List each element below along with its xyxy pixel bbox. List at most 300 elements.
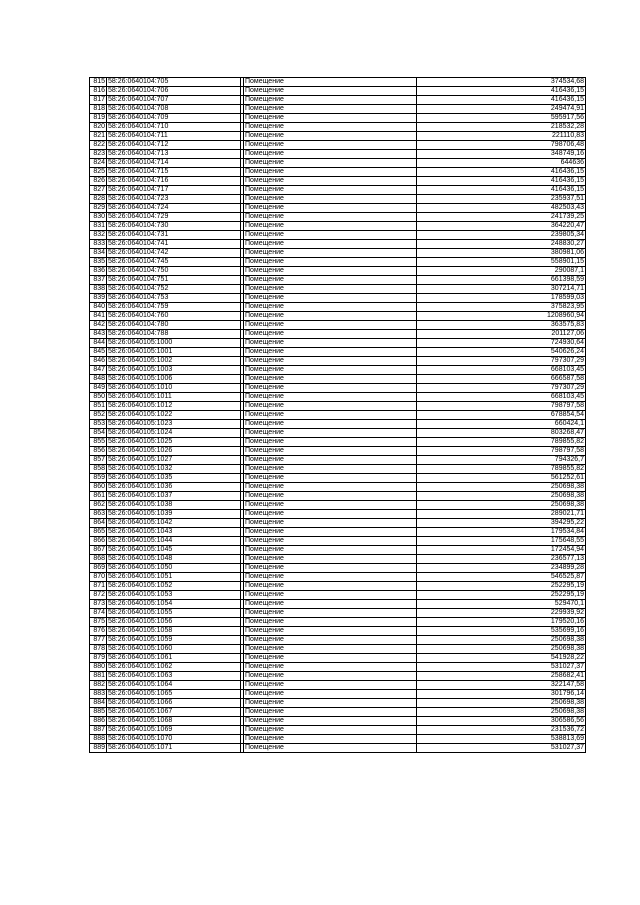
row-number: 861 — [90, 492, 107, 501]
cadastral-number: 58:26:0640104:712 — [107, 141, 241, 150]
row-number: 865 — [90, 528, 107, 537]
cadastral-value: 416436,15 — [417, 87, 586, 96]
cadastral-number: 58:26:0640104:716 — [107, 177, 241, 186]
cadastral-value: 529470,1 — [417, 600, 586, 609]
cadastral-value: 678854,54 — [417, 411, 586, 420]
row-number: 871 — [90, 582, 107, 591]
cadastral-number: 58:26:0640105:1002 — [107, 357, 241, 366]
cadastral-value: 660424,1 — [417, 420, 586, 429]
cadastral-number: 58:26:0640104:741 — [107, 240, 241, 249]
cadastral-value: 1208960,94 — [417, 312, 586, 321]
table-row — [90, 654, 586, 663]
row-number: 880 — [90, 663, 107, 672]
object-type: Помещение — [244, 312, 417, 321]
cadastral-value: 348749,16 — [417, 150, 586, 159]
row-number: 831 — [90, 222, 107, 231]
table-row — [90, 168, 586, 177]
object-type: Помещение — [244, 411, 417, 420]
object-type: Помещение — [244, 168, 417, 177]
cadastral-value: 540626,24 — [417, 348, 586, 357]
object-type: Помещение — [244, 159, 417, 168]
table-row — [90, 186, 586, 195]
row-number: 815 — [90, 78, 107, 87]
table-row — [90, 339, 586, 348]
cadastral-number: 58:26:0640104:715 — [107, 168, 241, 177]
cadastral-number: 58:26:0640104:717 — [107, 186, 241, 195]
cadastral-value: 306586,56 — [417, 717, 586, 726]
cadastral-value: 394295,22 — [417, 519, 586, 528]
object-type: Помещение — [244, 186, 417, 195]
cadastral-value: 538813,69 — [417, 735, 586, 744]
object-type: Помещение — [244, 429, 417, 438]
table-row — [90, 564, 586, 573]
object-type: Помещение — [244, 528, 417, 537]
cadastral-number: 58:26:0640105:1055 — [107, 609, 241, 618]
cadastral-number: 58:26:0640104:707 — [107, 96, 241, 105]
row-number: 853 — [90, 420, 107, 429]
row-number: 851 — [90, 402, 107, 411]
cadastral-number: 58:26:0640105:1051 — [107, 573, 241, 582]
cadastral-table — [89, 77, 586, 753]
row-number: 872 — [90, 591, 107, 600]
cadastral-number: 58:26:0640105:1064 — [107, 681, 241, 690]
table-row — [90, 330, 586, 339]
row-number: 856 — [90, 447, 107, 456]
row-number: 888 — [90, 735, 107, 744]
cadastral-value: 798797,58 — [417, 447, 586, 456]
object-type: Помещение — [244, 690, 417, 699]
row-number: 826 — [90, 177, 107, 186]
object-type: Помещение — [244, 141, 417, 150]
row-number: 845 — [90, 348, 107, 357]
cadastral-value: 375823,95 — [417, 303, 586, 312]
cadastral-value: 235937,51 — [417, 195, 586, 204]
cadastral-number: 58:26:0640105:1056 — [107, 618, 241, 627]
cadastral-value: 380981,06 — [417, 249, 586, 258]
cadastral-value: 531027,37 — [417, 744, 586, 753]
object-type: Помещение — [244, 132, 417, 141]
row-number: 823 — [90, 150, 107, 159]
table-row — [90, 519, 586, 528]
cadastral-number: 58:26:0640105:1032 — [107, 465, 241, 474]
cadastral-value: 535699,16 — [417, 627, 586, 636]
cadastral-value: 175648,55 — [417, 537, 586, 546]
object-type: Помещение — [244, 717, 417, 726]
table-row — [90, 276, 586, 285]
row-number: 820 — [90, 123, 107, 132]
cadastral-number: 58:26:0640104:724 — [107, 204, 241, 213]
cadastral-number: 58:26:0640105:1038 — [107, 501, 241, 510]
cadastral-value: 374534,68 — [417, 78, 586, 87]
object-type: Помещение — [244, 87, 417, 96]
object-type: Помещение — [244, 213, 417, 222]
object-type: Помещение — [244, 123, 417, 132]
row-number: 842 — [90, 321, 107, 330]
cadastral-number: 58:26:0640104:752 — [107, 285, 241, 294]
cadastral-number: 58:26:0640104:730 — [107, 222, 241, 231]
cadastral-number: 58:26:0640105:1052 — [107, 582, 241, 591]
table-row — [90, 402, 586, 411]
row-number: 889 — [90, 744, 107, 753]
table-row — [90, 627, 586, 636]
object-type: Помещение — [244, 330, 417, 339]
table-row — [90, 240, 586, 249]
cadastral-number: 58:26:0640105:1001 — [107, 348, 241, 357]
object-type: Помещение — [244, 420, 417, 429]
cadastral-value: 798706,48 — [417, 141, 586, 150]
row-number: 838 — [90, 285, 107, 294]
table-row — [90, 609, 586, 618]
row-number: 879 — [90, 654, 107, 663]
object-type: Помещение — [244, 681, 417, 690]
object-type: Помещение — [244, 546, 417, 555]
row-number: 834 — [90, 249, 107, 258]
object-type: Помещение — [244, 735, 417, 744]
cadastral-value: 252295,19 — [417, 582, 586, 591]
cadastral-value: 236577,13 — [417, 555, 586, 564]
row-number: 858 — [90, 465, 107, 474]
table-row — [90, 366, 586, 375]
table-row — [90, 375, 586, 384]
row-number: 878 — [90, 645, 107, 654]
object-type: Помещение — [244, 591, 417, 600]
cadastral-value: 201127,06 — [417, 330, 586, 339]
cadastral-value: 248830,27 — [417, 240, 586, 249]
cadastral-number: 58:26:0640105:1023 — [107, 420, 241, 429]
row-number: 862 — [90, 501, 107, 510]
table-row — [90, 699, 586, 708]
row-number: 867 — [90, 546, 107, 555]
cadastral-value: 668103,45 — [417, 366, 586, 375]
row-number: 875 — [90, 618, 107, 627]
cadastral-value: 307214,71 — [417, 285, 586, 294]
cadastral-number: 58:26:0640105:1065 — [107, 690, 241, 699]
cadastral-value: 363575,83 — [417, 321, 586, 330]
object-type: Помещение — [244, 339, 417, 348]
object-type: Помещение — [244, 366, 417, 375]
table-row — [90, 258, 586, 267]
cadastral-number: 58:26:0640104:759 — [107, 303, 241, 312]
cadastral-number: 58:26:0640105:1003 — [107, 366, 241, 375]
row-number: 846 — [90, 357, 107, 366]
row-number: 830 — [90, 213, 107, 222]
row-number: 874 — [90, 609, 107, 618]
cadastral-number: 58:26:0640105:1053 — [107, 591, 241, 600]
row-number: 885 — [90, 708, 107, 717]
table-body — [90, 78, 586, 753]
cadastral-number: 58:26:0640105:1042 — [107, 519, 241, 528]
object-type: Помещение — [244, 555, 417, 564]
row-number: 884 — [90, 699, 107, 708]
cadastral-number: 58:26:0640105:1045 — [107, 546, 241, 555]
object-type: Помещение — [244, 204, 417, 213]
row-number: 844 — [90, 339, 107, 348]
table-row — [90, 294, 586, 303]
cadastral-value: 416436,15 — [417, 177, 586, 186]
cadastral-value: 541928,22 — [417, 654, 586, 663]
cadastral-value: 218532,28 — [417, 123, 586, 132]
cadastral-number: 58:26:0640104:753 — [107, 294, 241, 303]
cadastral-value: 239805,34 — [417, 231, 586, 240]
row-number: 876 — [90, 627, 107, 636]
cadastral-value: 241739,25 — [417, 213, 586, 222]
table-row — [90, 114, 586, 123]
table-row — [90, 591, 586, 600]
object-type: Помещение — [244, 609, 417, 618]
cadastral-number: 58:26:0640104:710 — [107, 123, 241, 132]
row-number: 883 — [90, 690, 107, 699]
cadastral-number: 58:26:0640105:1000 — [107, 339, 241, 348]
object-type: Помещение — [244, 375, 417, 384]
table-row — [90, 267, 586, 276]
cadastral-number: 58:26:0640104:731 — [107, 231, 241, 240]
cadastral-value: 797307,29 — [417, 357, 586, 366]
table-row — [90, 213, 586, 222]
cadastral-number: 58:26:0640105:1069 — [107, 726, 241, 735]
object-type: Помещение — [244, 582, 417, 591]
table-row — [90, 420, 586, 429]
table-row — [90, 447, 586, 456]
object-type: Помещение — [244, 267, 417, 276]
table-row — [90, 195, 586, 204]
table-row — [90, 438, 586, 447]
object-type: Помещение — [244, 654, 417, 663]
object-type: Помещение — [244, 96, 417, 105]
cadastral-value: 416436,15 — [417, 96, 586, 105]
cadastral-number: 58:26:0640104:745 — [107, 258, 241, 267]
object-type: Помещение — [244, 618, 417, 627]
cadastral-value: 231536,72 — [417, 726, 586, 735]
table-row — [90, 384, 586, 393]
object-type: Помещение — [244, 438, 417, 447]
table-row — [90, 573, 586, 582]
cadastral-number: 58:26:0640104:709 — [107, 114, 241, 123]
cadastral-value: 258682,41 — [417, 672, 586, 681]
row-number: 824 — [90, 159, 107, 168]
cadastral-value: 803268,47 — [417, 429, 586, 438]
object-type: Помещение — [244, 537, 417, 546]
object-type: Помещение — [244, 501, 417, 510]
cadastral-value: 668103,45 — [417, 393, 586, 402]
row-number: 818 — [90, 105, 107, 114]
row-number: 837 — [90, 276, 107, 285]
table-row — [90, 717, 586, 726]
table-row — [90, 105, 586, 114]
row-number: 860 — [90, 483, 107, 492]
row-number: 840 — [90, 303, 107, 312]
row-number: 847 — [90, 366, 107, 375]
table-row — [90, 321, 586, 330]
row-number: 819 — [90, 114, 107, 123]
object-type: Помещение — [244, 195, 417, 204]
cadastral-value: 794326,7 — [417, 456, 586, 465]
cadastral-number: 58:26:0640105:1006 — [107, 375, 241, 384]
cadastral-value: 364220,47 — [417, 222, 586, 231]
row-number: 835 — [90, 258, 107, 267]
table-row — [90, 537, 586, 546]
row-number: 887 — [90, 726, 107, 735]
object-type: Помещение — [244, 483, 417, 492]
cadastral-value: 724930,64 — [417, 339, 586, 348]
table-row — [90, 204, 586, 213]
table-row — [90, 312, 586, 321]
cadastral-number: 58:26:0640104:705 — [107, 78, 241, 87]
cadastral-value: 252295,19 — [417, 591, 586, 600]
cadastral-number: 58:26:0640105:1010 — [107, 384, 241, 393]
cadastral-value: 666587,58 — [417, 375, 586, 384]
table-row — [90, 492, 586, 501]
row-number: 873 — [90, 600, 107, 609]
cadastral-number: 58:26:0640105:1059 — [107, 636, 241, 645]
table-row — [90, 411, 586, 420]
cadastral-value: 250698,38 — [417, 501, 586, 510]
cadastral-value: 546525,87 — [417, 573, 586, 582]
cadastral-value: 789855,82 — [417, 465, 586, 474]
cadastral-number: 58:26:0640105:1070 — [107, 735, 241, 744]
table-row — [90, 231, 586, 240]
object-type: Помещение — [244, 222, 417, 231]
cadastral-number: 58:26:0640104:760 — [107, 312, 241, 321]
row-number: 866 — [90, 537, 107, 546]
row-number: 852 — [90, 411, 107, 420]
table-row — [90, 87, 586, 96]
cadastral-number: 58:26:0640105:1068 — [107, 717, 241, 726]
cadastral-number: 58:26:0640105:1024 — [107, 429, 241, 438]
cadastral-number: 58:26:0640105:1060 — [107, 645, 241, 654]
cadastral-number: 58:26:0640104:751 — [107, 276, 241, 285]
cadastral-value: 250698,38 — [417, 708, 586, 717]
object-type: Помещение — [244, 393, 417, 402]
cadastral-number: 58:26:0640104:714 — [107, 159, 241, 168]
cadastral-number: 58:26:0640105:1026 — [107, 447, 241, 456]
object-type: Помещение — [244, 384, 417, 393]
table-row — [90, 78, 586, 87]
table-row — [90, 456, 586, 465]
cadastral-value: 798797,58 — [417, 402, 586, 411]
object-type: Помещение — [244, 645, 417, 654]
cadastral-number: 58:26:0640104:713 — [107, 150, 241, 159]
cadastral-number: 58:26:0640105:1048 — [107, 555, 241, 564]
row-number: 863 — [90, 510, 107, 519]
object-type: Помещение — [244, 348, 417, 357]
cadastral-value: 172454,94 — [417, 546, 586, 555]
object-type: Помещение — [244, 294, 417, 303]
cadastral-value: 301796,14 — [417, 690, 586, 699]
object-type: Помещение — [244, 492, 417, 501]
row-number: 848 — [90, 375, 107, 384]
cadastral-value: 289021,71 — [417, 510, 586, 519]
cadastral-number: 58:26:0640105:1061 — [107, 654, 241, 663]
table-row — [90, 132, 586, 141]
cadastral-number: 58:26:0640105:1027 — [107, 456, 241, 465]
row-number: 869 — [90, 564, 107, 573]
table-row — [90, 690, 586, 699]
table-row — [90, 249, 586, 258]
row-number: 859 — [90, 474, 107, 483]
table-row — [90, 582, 586, 591]
table-row — [90, 393, 586, 402]
row-number: 817 — [90, 96, 107, 105]
table-row — [90, 726, 586, 735]
cadastral-number: 58:26:0640105:1058 — [107, 627, 241, 636]
table-row — [90, 177, 586, 186]
object-type: Помещение — [244, 519, 417, 528]
object-type: Помещение — [244, 177, 417, 186]
cadastral-value: 558901,15 — [417, 258, 586, 267]
table-row — [90, 285, 586, 294]
table-row — [90, 150, 586, 159]
cadastral-value: 322147,58 — [417, 681, 586, 690]
cadastral-value: 644636 — [417, 159, 586, 168]
cadastral-value: 229939,92 — [417, 609, 586, 618]
cadastral-number: 58:26:0640104:723 — [107, 195, 241, 204]
row-number: 870 — [90, 573, 107, 582]
object-type: Помещение — [244, 465, 417, 474]
row-number: 849 — [90, 384, 107, 393]
row-number: 882 — [90, 681, 107, 690]
object-type: Помещение — [244, 105, 417, 114]
row-number: 828 — [90, 195, 107, 204]
cadastral-number: 58:26:0640105:1035 — [107, 474, 241, 483]
object-type: Помещение — [244, 321, 417, 330]
cadastral-number: 58:26:0640104:788 — [107, 330, 241, 339]
cadastral-value: 179520,16 — [417, 618, 586, 627]
table-row — [90, 681, 586, 690]
object-type: Помещение — [244, 627, 417, 636]
object-type: Помещение — [244, 285, 417, 294]
object-type: Помещение — [244, 726, 417, 735]
object-type: Помещение — [244, 672, 417, 681]
table-row — [90, 303, 586, 312]
cadastral-number: 58:26:0640105:1037 — [107, 492, 241, 501]
cadastral-number: 58:26:0640105:1012 — [107, 402, 241, 411]
cadastral-value: 290087,1 — [417, 267, 586, 276]
table-row — [90, 555, 586, 564]
table-row — [90, 636, 586, 645]
cadastral-number: 58:26:0640104:708 — [107, 105, 241, 114]
row-number: 825 — [90, 168, 107, 177]
cadastral-number: 58:26:0640105:1022 — [107, 411, 241, 420]
row-number: 839 — [90, 294, 107, 303]
object-type: Помещение — [244, 699, 417, 708]
cadastral-number: 58:26:0640105:1011 — [107, 393, 241, 402]
row-number: 886 — [90, 717, 107, 726]
object-type: Помещение — [244, 114, 417, 123]
cadastral-value: 221110,83 — [417, 132, 586, 141]
row-number: 881 — [90, 672, 107, 681]
table-row — [90, 528, 586, 537]
row-number: 854 — [90, 429, 107, 438]
cadastral-value: 249474,91 — [417, 105, 586, 114]
cadastral-number: 58:26:0640105:1039 — [107, 510, 241, 519]
table-row — [90, 546, 586, 555]
object-type: Помещение — [244, 303, 417, 312]
row-number: 822 — [90, 141, 107, 150]
object-type: Помещение — [244, 744, 417, 753]
object-type: Помещение — [244, 474, 417, 483]
cadastral-number: 58:26:0640104:711 — [107, 132, 241, 141]
cadastral-value: 179534,84 — [417, 528, 586, 537]
table-row — [90, 96, 586, 105]
cadastral-number: 58:26:0640105:1025 — [107, 438, 241, 447]
table-row — [90, 465, 586, 474]
table-row — [90, 159, 586, 168]
object-type: Помещение — [244, 150, 417, 159]
row-number: 855 — [90, 438, 107, 447]
object-type: Помещение — [244, 636, 417, 645]
row-number: 836 — [90, 267, 107, 276]
object-type: Помещение — [244, 456, 417, 465]
